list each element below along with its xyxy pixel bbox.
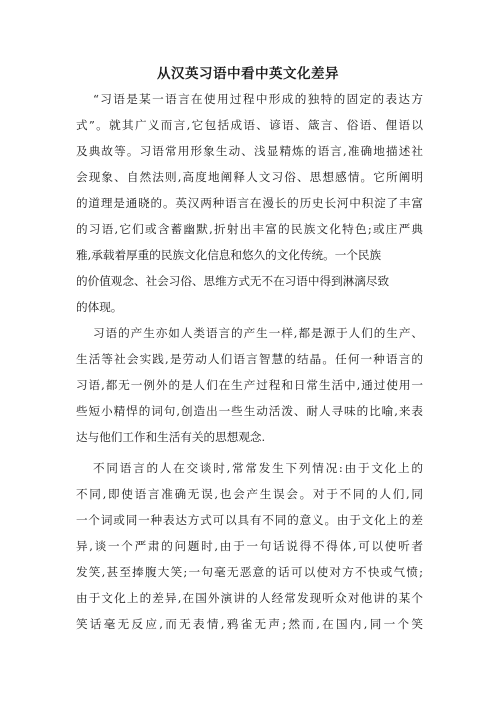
paragraph-3-line-5: 发笑,甚至捧腹大笑;一句毫无恶意的话可以使对方不快或气愤; [76, 565, 423, 579]
paragraph-1-line-3: 及典故等。习语常用形象生动、浅显精炼的语言,准确地描述社 [76, 144, 423, 158]
paragraph-1-line-5: 的道理是通晓的。英汉两种语言在漫长的历史长河中积淀了丰富 [76, 196, 423, 210]
paragraph-3-line-2: 不同,即使语言准确无误,也会产生误会。对于不同的人们,同 [76, 487, 423, 501]
paragraph-1-line-4: 会现象、自然法则,高度地阐释人文习俗、思想感情。它所阐明 [76, 170, 423, 184]
paragraph-2-line-2: 生活等社会实践,是劳动人们语言智慧的结晶。任何一种语言的 [76, 352, 423, 366]
paragraph-1-line-6: 的习语,它们或含蓄幽默,折射出丰富的民族文化特色;或庄严典 [76, 222, 423, 236]
paragraph-1-line-9: 的体现。 [76, 300, 123, 314]
paragraph-3-line-1: 不同语言的人在交谈时,常常发生下列情况:由于文化上的 [93, 461, 423, 475]
paragraph-3-line-3: 一个词或同一种表达方式可以具有不同的意义。由于文化上的差 [76, 513, 423, 527]
paragraph-2-line-3: 习语,都无一例外的是人们在生产过程和日常生活中,通过使用一 [76, 378, 423, 392]
paragraph-3-line-6: 由于文化上的差异,在国外演讲的人经常发现听众对他讲的某个 [76, 591, 423, 605]
paragraph-1-line-2: 式”。就其广义而言,它包括成语、谚语、箴言、俗语、俚语以 [76, 118, 423, 132]
paragraph-1-line-1: “习语是某一语言在使用过程中形成的独特的固定的表达方 [93, 92, 423, 106]
document-title: 从汉英习语中看中英文化差异 [157, 66, 339, 82]
paragraph-2-line-5: 达与他们工作和生活有关的思想观念. [76, 430, 266, 444]
paragraph-1-line-8: 的价值观念、社会习俗、思维方式无不在习语中得到淋漓尽致 [76, 274, 390, 288]
paragraph-2-line-1: 习语的产生亦如人类语言的产生一样,都是源于人们的生产、 [93, 326, 423, 340]
paragraph-2-line-4: 些短小精悍的词句,创造出一些生动活泼、耐人寻味的比喻,来表 [76, 404, 423, 418]
paragraph-1-line-7: 雅,承载着厚重的民族文化信息和悠久的文化传统。一个民族 [76, 248, 382, 262]
paragraph-3-line-4: 异,谈一个严肃的问题时,由于一句话说得不得体,可以使听者 [76, 539, 423, 553]
paragraph-3-line-7: 笑话毫无反应,而无表情,鸦雀无声;然而,在国内,同一个笑 [76, 617, 423, 631]
